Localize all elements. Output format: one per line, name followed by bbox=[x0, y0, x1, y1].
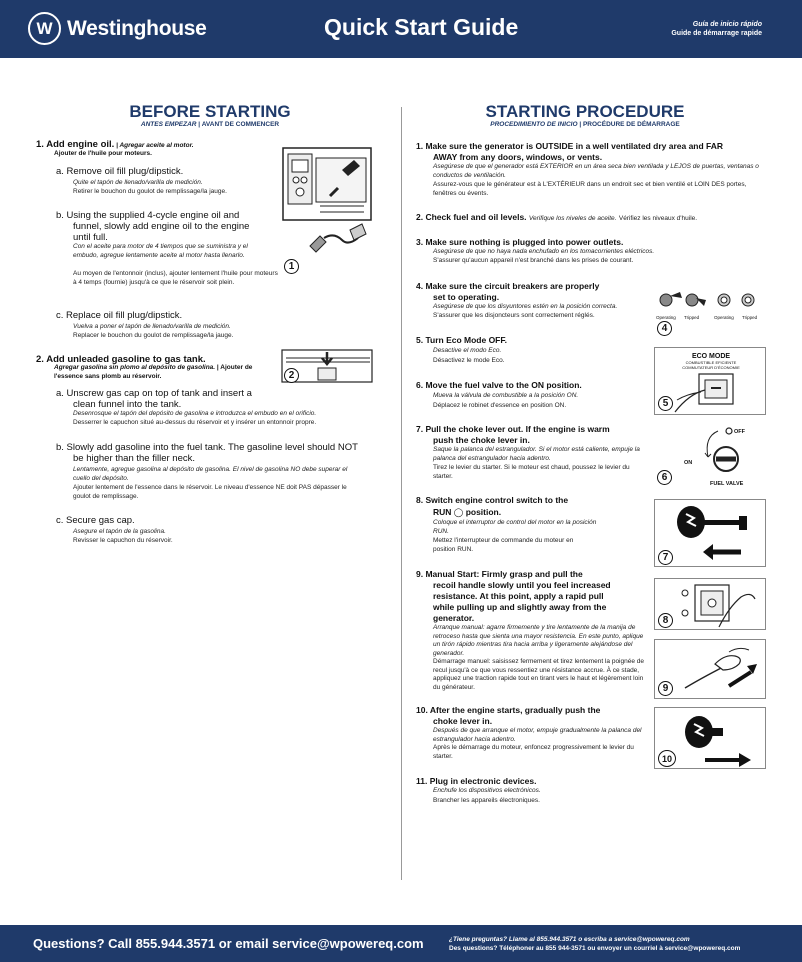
sp4-en1: 4. Make sure the circuit breakers are properly bbox=[416, 281, 600, 291]
title-fr: Guide de démarrage rapide bbox=[671, 30, 762, 37]
breaker-label-4: Tripped bbox=[742, 315, 758, 320]
eco-title: ECO MODE bbox=[691, 353, 731, 360]
sp1-en1: 1. Make sure the generator is OUTSIDE in a well ventilated dry area and FAR bbox=[416, 141, 724, 151]
sp5-fr: Désactivez le mode Eco. bbox=[433, 357, 505, 364]
sp8-en2: RUN bbox=[433, 507, 452, 517]
step2a-fr: Desserrer le capuchon situé au-dessus du réservoir et y insérer un entonnoir propre. bbox=[73, 419, 317, 426]
eco-es: COMBUSTIBLE EFICIENTE bbox=[685, 360, 737, 365]
sp2-line bbox=[416, 212, 697, 224]
figure-4 bbox=[654, 284, 766, 338]
sp8-en2-line bbox=[433, 507, 501, 518]
before-title: BEFORE STARTING bbox=[129, 102, 291, 121]
step2-heading-es: Agregar gasolina sin plomo al depósito de gasolina. bbox=[54, 364, 216, 371]
step2b-fr: Ajouter lentement de l'essence dans le réservoir. Le niveau d'essence NE doit PAS dépasser le goulot de remplissage. bbox=[73, 484, 347, 500]
figure-number-6: 6 bbox=[657, 470, 672, 485]
step1b-fr: Au moyen de l'entonnoir (inclus), ajouter lentement l'huile pour moteurs à 4 temps (fournie) jusqu'à ce que le réservoir soit plein. bbox=[73, 270, 278, 286]
sp4-en2: set to operating. bbox=[433, 292, 500, 302]
sp11-fr: Brancher les appareils électroniques. bbox=[433, 797, 540, 804]
sp1-fr: Assurez-vous que le générateur est à L'EXTÉRIEUR dans un endroit sec et bien ventilé et LOIN DES portes, fenêtres ou évents. bbox=[433, 181, 747, 197]
fuel-valve-label: FUEL VALVE bbox=[710, 481, 744, 487]
sp5-es: Desactive el modo Eco. bbox=[433, 347, 502, 354]
sp9-fr: Démarrage manuel: saisissez fermement et tirez lentement la poignée de recul jusqu'à ce que vous ressentiez une résistance accrue. À ce stade, appliquez une traction rapide tout en tirant vers le haut et légèrement loin du générateur. bbox=[433, 658, 644, 691]
before-subtitle bbox=[100, 121, 320, 128]
sp9-en4: while pulling up and slightly away from the bbox=[433, 602, 607, 612]
sp6-es: Mueva la válvula de combustible a la posición ON. bbox=[433, 392, 579, 399]
starting-sub-fr: PROCÉDURE DE DÉMARRAGE bbox=[582, 121, 680, 128]
step1a-es: Quite el tapón de llenado/varilla de medición. bbox=[73, 179, 203, 186]
figure-6 bbox=[654, 423, 766, 491]
sp7-en2: push the choke lever in. bbox=[433, 435, 530, 445]
figure-9 bbox=[654, 639, 766, 699]
footer-contact: Questions? Call 855.944.3571 or email service@wpowereq.com bbox=[33, 936, 424, 951]
sp1-es: Asegúrese de que el generador está EXTERIOR en un área seca bien ventilada y LEJOS de puertas, ventanas o conductos de ventilación. bbox=[433, 163, 759, 179]
figure-number-9: 9 bbox=[658, 681, 673, 696]
figure-number-2: 2 bbox=[284, 368, 299, 383]
sp10-en1: 10. After the engine starts, gradually push the bbox=[416, 705, 601, 715]
sp3-fr: S'assurer qu'aucun appareil n'est branché dans les prises de courant. bbox=[433, 257, 634, 264]
footer-contact-es: ¿Tiene preguntas? Llame al 855.944.3571 o escriba a service@wpowereq.com bbox=[449, 936, 690, 943]
sp2-es: Verifique los niveles de aceite. bbox=[528, 215, 617, 222]
title-translations bbox=[671, 20, 762, 38]
sp3-es: Asegúrese de que no haya nada enchufado en los tomacorrientes eléctricos. bbox=[433, 248, 655, 255]
step1-heading-fr: Ajouter de l'huile pour moteurs. bbox=[54, 150, 152, 157]
figure-number-1: 1 bbox=[284, 259, 299, 274]
starting-subtitle bbox=[460, 121, 710, 128]
step1a-en: a. Remove oil fill plug/dipstick. bbox=[56, 166, 184, 177]
step1a-fr: Retirer le bouchon du goulot de remplissage/la jauge. bbox=[73, 188, 227, 195]
brand-logo bbox=[28, 12, 207, 45]
step2c-en: c. Secure gas cap. bbox=[56, 515, 135, 526]
sp5-en: 5. Turn Eco Mode OFF. bbox=[416, 335, 507, 345]
sp3-en: 3. Make sure nothing is plugged into power outlets. bbox=[416, 237, 624, 247]
breaker-label-3: Operating bbox=[714, 315, 734, 320]
sp11-es: Enchufe los dispositivos electrónicos. bbox=[433, 787, 541, 794]
step2b-en1: b. Slowly add gasoline into the fuel tank. The gasoline level should NOT bbox=[56, 442, 358, 453]
sp2-en: 2. Check fuel and oil levels. bbox=[416, 212, 527, 222]
before-sub-fr: AVANT DE COMMENCER bbox=[201, 121, 280, 128]
step2-heading: 2. Add unleaded gasoline to gas tank. bbox=[36, 354, 206, 365]
brand-name: Westinghouse bbox=[67, 16, 207, 40]
sp8-en3: position. bbox=[465, 507, 502, 517]
sp7-en1: 7. Pull the choke lever out. If the engine is warm bbox=[416, 424, 610, 434]
step1b-en2: funnel, slowly add engine oil to the engine bbox=[73, 221, 250, 232]
step1b-en1: b. Using the supplied 4-cycle engine oil and bbox=[56, 210, 240, 221]
step1c-es: Vuelva a poner el tapón de llenado/varilla de medición. bbox=[73, 323, 231, 330]
figure-number-10: 10 bbox=[658, 750, 676, 767]
starting-sub-es: PROCEDIMIENTO DE INICIO bbox=[490, 121, 578, 128]
header-bar bbox=[0, 0, 802, 58]
sp4-fr: S'assurer que les disjoncteurs sont correctement réglés. bbox=[433, 312, 595, 319]
before-sub-sep: | bbox=[196, 121, 202, 128]
breaker-label-2: Tripped bbox=[684, 315, 700, 320]
sp10-es: Después de que arranque el motor, empuje gradualmente la palanca del estrangulador hacia adentro. bbox=[433, 727, 642, 743]
sp8-es: Coloque el interruptor de control del motor en la posición RUN. bbox=[433, 519, 597, 535]
valve-on-label: ON bbox=[684, 460, 693, 466]
sp9-en1: 9. Manual Start: Firmly grasp and pull the bbox=[416, 569, 583, 579]
step2a-en2: clean funnel into the tank. bbox=[73, 399, 182, 410]
figure-7 bbox=[654, 499, 766, 567]
step1b-es: Con el aceite para motor de 4 tiempos que se suministra y el embudo, agregue lentamente aceite al motor hasta llenarlo. bbox=[73, 243, 248, 259]
sp9-en5: generator. bbox=[433, 613, 475, 623]
figure-8 bbox=[654, 578, 766, 630]
figure-number-4: 4 bbox=[657, 321, 672, 336]
sp9-en2: recoil handle slowly until you feel increased bbox=[433, 580, 611, 590]
step2c-es: Asegure el tapón de la gasolina. bbox=[73, 528, 166, 535]
sp1-en2: AWAY from any doors, windows, or vents. bbox=[433, 152, 603, 162]
sp7-fr: Tirez le levier du starter. Si le moteur est chaud, poussez le levier du starter. bbox=[433, 464, 630, 480]
sp9-en3: resistance. At this point, apply a rapid pull bbox=[433, 591, 604, 601]
sp8-fr: Mettez l'interrupteur de commande du moteur en position RUN. bbox=[433, 537, 574, 553]
step2b-es: Lentamente, agregue gasolina al depósito de gasolina. El nivel de gasolina NO debe superar el cuello del depósito. bbox=[73, 466, 348, 482]
step2b-en2: be higher than the filler neck. bbox=[73, 453, 195, 464]
breaker-label-1: Operating bbox=[656, 315, 676, 320]
sp11-en: 11. Plug in electronic devices. bbox=[416, 776, 537, 786]
figure-10 bbox=[654, 707, 766, 769]
step2-heading-fr: | Ajouter de l'essence sans plomb au réservoir. bbox=[54, 364, 253, 380]
step1c-fr: Replacer le bouchon du goulot de remplissage/la jauge. bbox=[73, 332, 234, 339]
step1-heading bbox=[36, 139, 194, 151]
sp2-fr: Vérifiez les niveaux d'huile. bbox=[618, 215, 698, 222]
page-title: Quick Start Guide bbox=[324, 14, 519, 40]
eco-fr: COMMUTATEUR D'ÉCONOMIE bbox=[682, 365, 740, 370]
footer-contact-fr: Des questions? Téléphoner au 855 944-3571 ou envoyer un courriel à service@wpowereq.com bbox=[449, 945, 741, 952]
figure-2 bbox=[280, 348, 375, 384]
valve-off-label: OFF bbox=[734, 429, 745, 435]
sp9-es: Arranque manual: agarre firmemente y tire lentamente de la manija de retroceso hasta que sienta una mayor resistencia. En este punto, aplique un tirón rápido mientras tira hacia arriba y ligeramente alejándose del generador. bbox=[433, 624, 644, 657]
starting-title: STARTING PROCEDURE bbox=[485, 102, 685, 121]
figure-number-8: 8 bbox=[658, 613, 673, 628]
figure-1 bbox=[280, 146, 375, 280]
figure-number-7: 7 bbox=[658, 550, 673, 565]
run-icon: ◯ bbox=[453, 507, 464, 517]
sp10-en2: choke lever in. bbox=[433, 716, 493, 726]
footer-translations bbox=[449, 935, 740, 953]
step2a-en1: a. Unscrew gas cap on top of tank and insert a bbox=[56, 388, 252, 399]
figure-5 bbox=[654, 347, 766, 415]
footer-bar bbox=[0, 925, 802, 962]
sp6-fr: Déplacez le robinet d'essence en position ON. bbox=[433, 402, 567, 409]
sp4-es: Asegúrese de que los disyuntores estén en la posición correcta. bbox=[433, 303, 618, 310]
step1c-en: c. Replace oil fill plug/dipstick. bbox=[56, 310, 183, 321]
step1-heading-es: | Agregar aceite al motor. bbox=[114, 142, 194, 149]
starting-sub-sep: | bbox=[577, 121, 583, 128]
sp10-fr: Après le démarrage du moteur, enfoncez progressivement le levier du starter. bbox=[433, 744, 634, 760]
title-es: Guía de inicio rápido bbox=[692, 21, 762, 28]
sp8-en1: 8. Switch engine control switch to the bbox=[416, 495, 569, 505]
step1b-en3: until full. bbox=[73, 232, 108, 243]
logo-mark: W bbox=[28, 12, 61, 45]
column-divider bbox=[401, 107, 402, 880]
step2c-fr: Revisser le capuchon du réservoir. bbox=[73, 537, 173, 544]
sp7-es: Saque la palanca del estrangulador. Si el motor está caliente, empuje la palanca del estrangulador hacia adentro. bbox=[433, 446, 640, 462]
figure-number-5: 5 bbox=[658, 396, 673, 411]
step2a-es: Desenrosque el tapón del depósito de gasolina e introduzca el embudo en el orificio. bbox=[73, 410, 317, 417]
step2-heading-translations bbox=[54, 364, 274, 381]
sp6-en: 6. Move the fuel valve to the ON position. bbox=[416, 380, 582, 390]
step1-heading-en: 1. Add engine oil. bbox=[36, 139, 115, 150]
before-sub-es: ANTES EMPEZAR bbox=[140, 121, 197, 128]
